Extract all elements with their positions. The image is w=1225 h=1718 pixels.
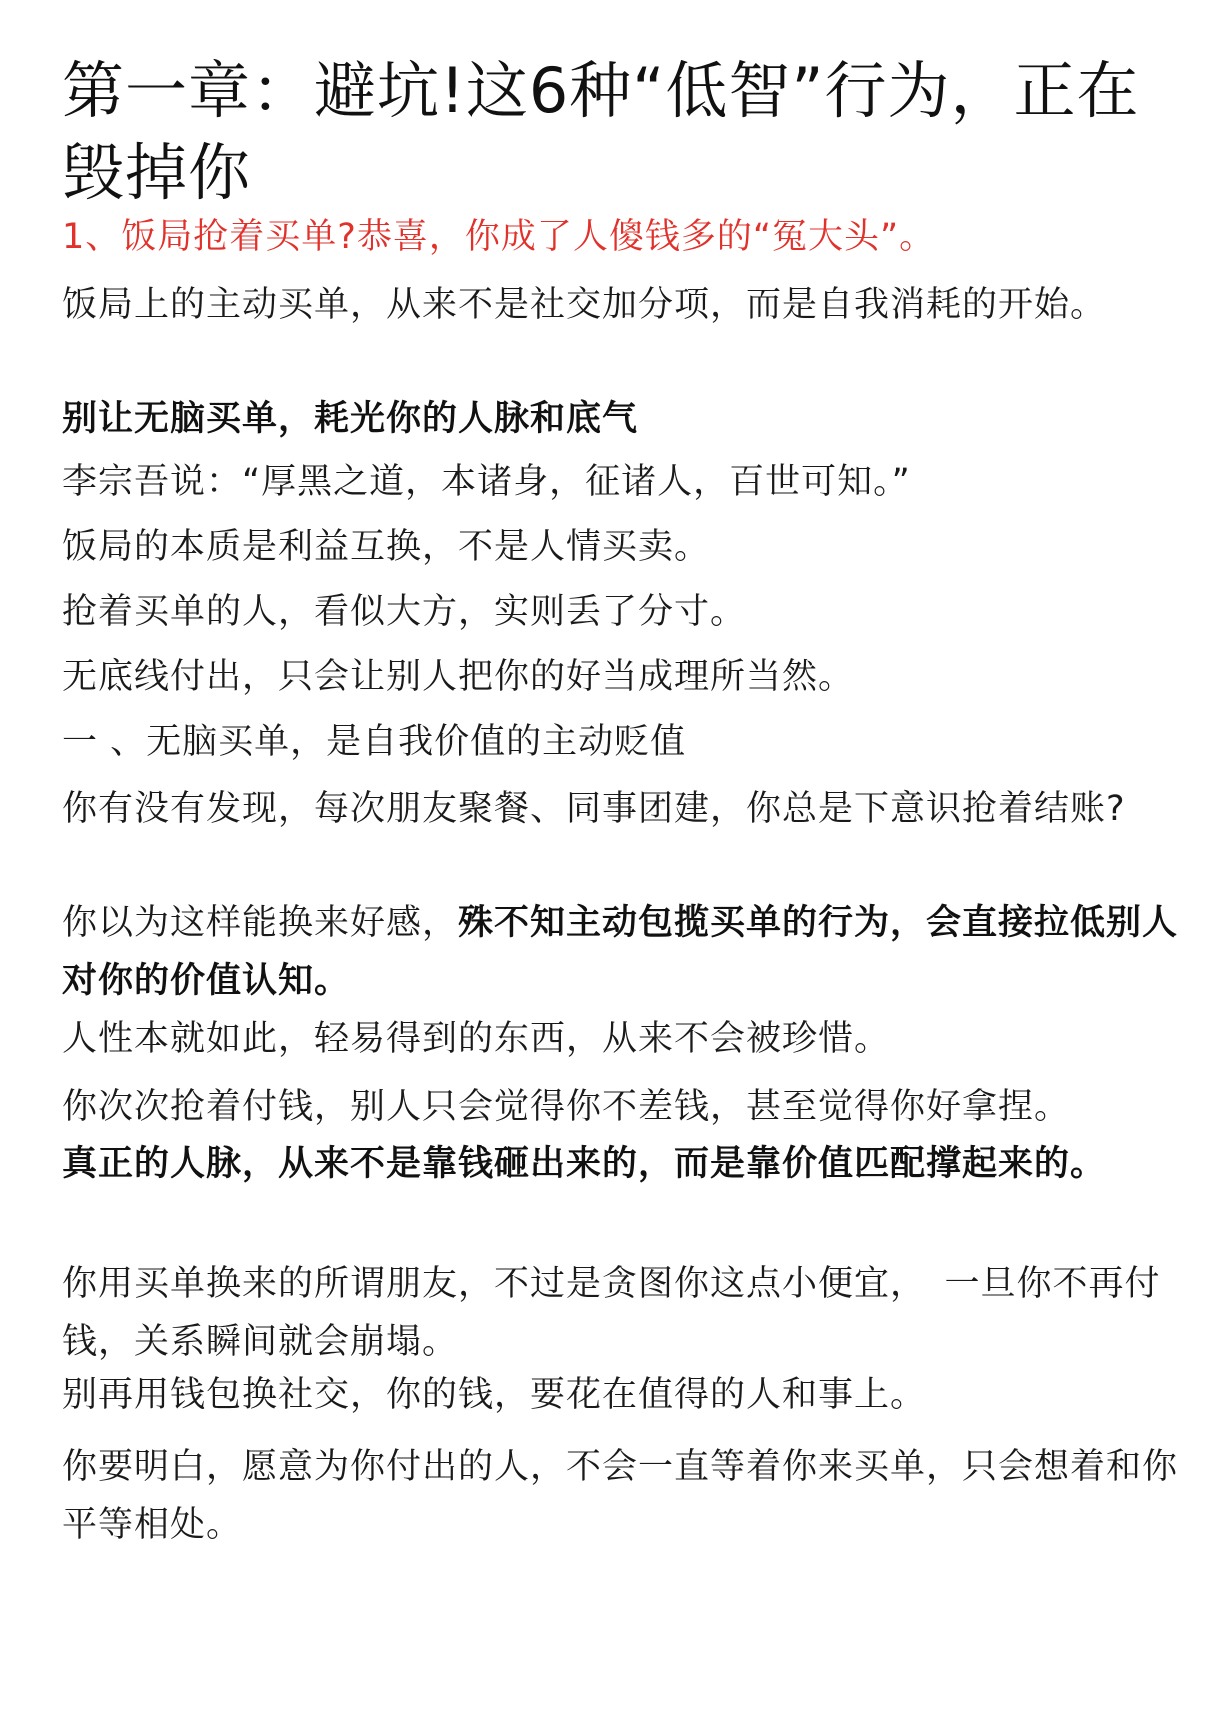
subsection-heading: 一 、无脑买单，是自我价值的主动贬值: [62, 722, 687, 762]
chapter-title: 第一章：避坑!这6种“低智”行为，正在毁掉你: [62, 54, 1140, 209]
paragraph-1: 饭局上的主动买单，从来不是社交加分项，而是自我消耗的开始。: [62, 285, 1107, 325]
paragraph-quote: 李宗吾说：“厚黑之道，本诸身，征诸人，百世可知。”: [62, 462, 911, 502]
paragraph-10: 你用买单换来的所谓朋友，不过是贪图你这点小便宜， 一旦你不再付钱，关系瞬间就会崩塌。: [62, 1264, 1161, 1362]
paragraph-bold-statement: 真正的人脉，从来不是靠钱砸出来的，而是靠价值匹配撑起来的。: [62, 1144, 1107, 1184]
paragraph-8: 人性本就如此，轻易得到的东西，从来不会被珍惜。: [62, 1019, 891, 1059]
paragraph-12: 你要明白，愿意为你付出的人，不会一直等着你来买单，只会想着和你平等相处。: [62, 1447, 1179, 1545]
paragraph-4: 抢着买单的人，看似大方，实则丢了分寸。: [62, 592, 747, 632]
paragraph-11: 别再用钱包换社交，你的钱，要花在值得的人和事上。: [62, 1375, 927, 1415]
paragraph-5: 无底线付出，只会让别人把你的好当成理所当然。: [62, 657, 855, 697]
paragraph-7: [62, 894, 1192, 1010]
paragraph-7-normal: 你以为这样能换来好感，: [62, 903, 459, 943]
section-subheading: 1、饭局抢着买单?恭喜，你成了人傻钱多的“冤大头”。: [62, 217, 936, 257]
paragraph-3: 饭局的本质是利益互换，不是人情买卖。: [62, 527, 711, 567]
paragraph-6: 你有没有发现，每次朋友聚餐、同事团建，你总是下意识抢着结账?: [62, 789, 1126, 829]
paragraph-7-bold: 殊不知主动包揽买单的行为，会直接拉低别人对你的价值认知。: [62, 903, 1179, 1001]
paragraph-bold-heading: 别让无脑买单，耗光你的人脉和底气: [62, 399, 639, 439]
paragraph-9: 你次次抢着付钱，别人只会觉得你不差钱，甚至觉得你好拿捏。: [62, 1087, 1071, 1127]
